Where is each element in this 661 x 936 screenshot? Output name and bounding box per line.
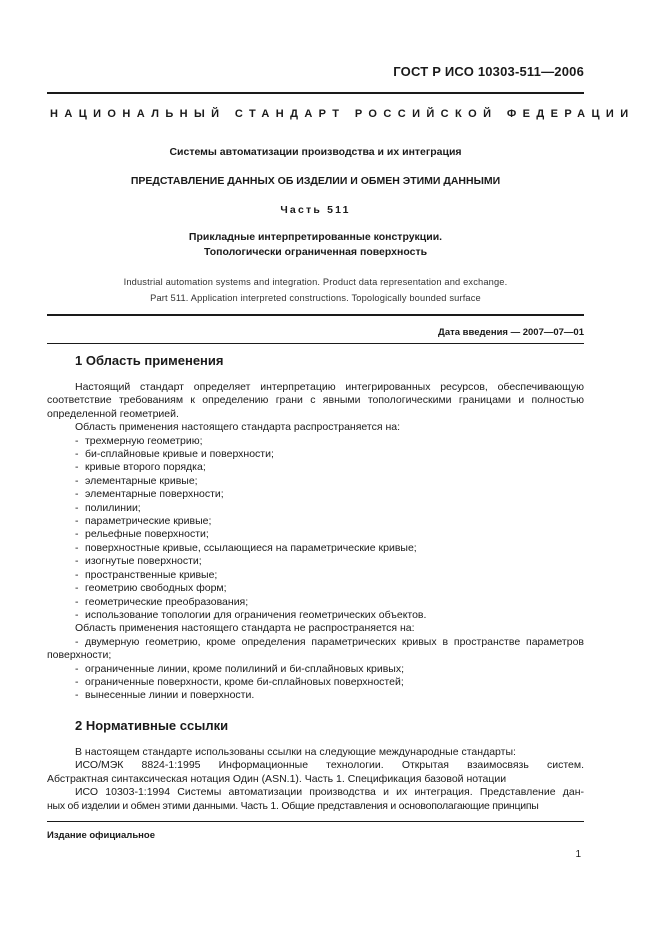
list-item-text: геометрию свободных форм;	[85, 582, 227, 595]
scope-paragraph-line-2: соответствие требованиям к определению грани с явными топологическими границами и полностью	[47, 394, 584, 407]
list-bullet: -	[75, 568, 79, 581]
list-bullet: -	[75, 541, 79, 554]
list-item-text: элементарные поверхности;	[85, 488, 224, 501]
list-item-text: полилинии;	[85, 501, 141, 514]
list-item	[47, 689, 584, 702]
footer-rule	[47, 821, 584, 822]
section-1-body	[47, 381, 584, 703]
list-item	[47, 555, 584, 568]
list-bullet: -	[75, 488, 79, 501]
list-item-text: поверхностные кривые, ссылающиеся на параметрические кривые;	[85, 541, 417, 554]
list-item	[47, 528, 584, 541]
scope-out-item-1: - двумерную геометрию, кроме определения параметрических кривых в пространстве параметров	[75, 635, 584, 648]
list-item-text: элементарные кривые;	[85, 474, 198, 487]
list-item	[47, 515, 584, 528]
scope-in-list	[47, 435, 584, 623]
list-item-text: ограниченные поверхности, кроме би-сплайновых поверхностей;	[85, 675, 404, 688]
section-1-heading: 1 Область применения	[75, 353, 224, 368]
reference-2-line-1: ИСО 10303-1:1994 Системы автоматизации производства и их интеграция. Представление дан-	[75, 786, 584, 799]
list-item-text: би-сплайновые кривые и поверхности;	[85, 448, 274, 461]
title-english	[47, 274, 584, 306]
list-item	[47, 448, 584, 461]
list-item	[47, 435, 584, 448]
date-rule	[47, 343, 584, 344]
list-bullet: -	[75, 555, 79, 568]
list-bullet: -	[75, 461, 79, 474]
title-bottom-rule	[47, 314, 584, 316]
scope-in-lead: Область применения настоящего стандарта распространяется на:	[75, 421, 401, 434]
scope-out-lead: Область применения настоящего стандарта не распространяется на:	[75, 622, 415, 635]
list-bullet: -	[75, 675, 79, 688]
national-standard-line: НАЦИОНАЛЬНЫЙ СТАНДАРТ РОССИЙСКОЙ ФЕДЕРАЦИИ	[50, 108, 635, 120]
list-item-text: вынесенные линии и поверхности.	[85, 689, 255, 702]
list-item	[47, 488, 584, 501]
list-item-text: трехмерную геометрию;	[85, 434, 203, 447]
list-item-text: использование топологии для ограничения геометрических объектов.	[85, 608, 427, 621]
list-item	[47, 461, 584, 474]
list-item	[47, 502, 584, 515]
section-2-heading: 2 Нормативные ссылки	[75, 718, 229, 733]
list-item	[47, 582, 584, 595]
top-rule	[47, 92, 584, 94]
section-2-body	[47, 746, 584, 813]
list-item	[47, 609, 584, 622]
title-main: ПРЕДСТАВЛЕНИЕ ДАННЫХ ОБ ИЗДЕЛИИ И ОБМЕН ЭТИМИ ДАННЫМИ	[130, 175, 501, 187]
official-edition-label: Издание официальное	[47, 830, 155, 841]
list-bullet: -	[75, 595, 79, 608]
title-sub	[47, 230, 584, 260]
introduction-date: Дата введения — 2007—07—01	[438, 327, 584, 338]
scope-out-list	[47, 663, 584, 703]
list-item	[47, 676, 584, 689]
scope-out-item-1-cont: поверхности;	[47, 649, 112, 662]
list-bullet: -	[75, 474, 79, 487]
list-bullet: -	[75, 515, 79, 528]
reference-1-line-1: ИСО/МЭК 8824-1:1995 Информационные технологии. Открытая взаимосвязь систем.	[75, 759, 584, 772]
list-item	[47, 542, 584, 555]
references-lead: В настоящем стандарте использованы ссылки на следующие международные стандарты:	[75, 746, 516, 758]
list-item-text: геометрические преобразования;	[85, 595, 249, 608]
list-item	[47, 596, 584, 609]
list-item-text: параметрические кривые;	[85, 515, 212, 528]
list-bullet: -	[75, 582, 79, 595]
title-sub-line-1: Прикладные интерпретированные конструкции.	[188, 231, 443, 243]
page-number: 1	[575, 849, 581, 860]
list-bullet: -	[75, 434, 79, 447]
list-bullet: -	[75, 448, 79, 461]
list-bullet: -	[75, 689, 79, 702]
gost-designation: ГОСТ Р ИСО 10303-511—2006	[393, 64, 584, 79]
title-part: Часть 511	[280, 204, 351, 216]
list-item-text: пространственные кривые;	[85, 568, 218, 581]
list-item	[47, 475, 584, 488]
list-item	[47, 663, 584, 676]
title-english-line-1: Industrial automation systems and integration. Product data representation and exchange.	[123, 277, 508, 287]
reference-1-line-2: Абстрактная синтаксическая нотация Один (ASN.1). Часть 1. Спецификация базовой нотации	[47, 772, 507, 785]
reference-2-line-2: ных об изделии и обмен этими данными. Часть 1. Общие представления и основополагающие принципы	[47, 799, 539, 812]
title-english-line-2: Part 511. Application interpreted constructions. Topologically bounded surface	[150, 293, 481, 303]
list-bullet: -	[75, 501, 79, 514]
list-item-text: кривые второго порядка;	[85, 461, 206, 474]
scope-paragraph-line-3: определенной геометрией.	[47, 407, 179, 420]
list-item-text: ограниченные линии, кроме полилиний и би-сплайновых кривых;	[85, 662, 404, 675]
scope-paragraph-line-1: Настоящий стандарт определяет интерпретацию интегрированных ресурсов, обеспечивающую	[75, 381, 584, 393]
list-bullet: -	[75, 608, 79, 621]
list-item-text: рельефные поверхности;	[85, 528, 209, 541]
list-item	[47, 569, 584, 582]
title-sub-line-2: Топологически ограниченная поверхность	[203, 246, 428, 258]
list-item-text: изогнутые поверхности;	[85, 555, 202, 568]
list-bullet: -	[75, 662, 79, 675]
list-bullet: -	[75, 528, 79, 541]
title-series: Системы автоматизации производства и их интеграция	[169, 146, 462, 158]
